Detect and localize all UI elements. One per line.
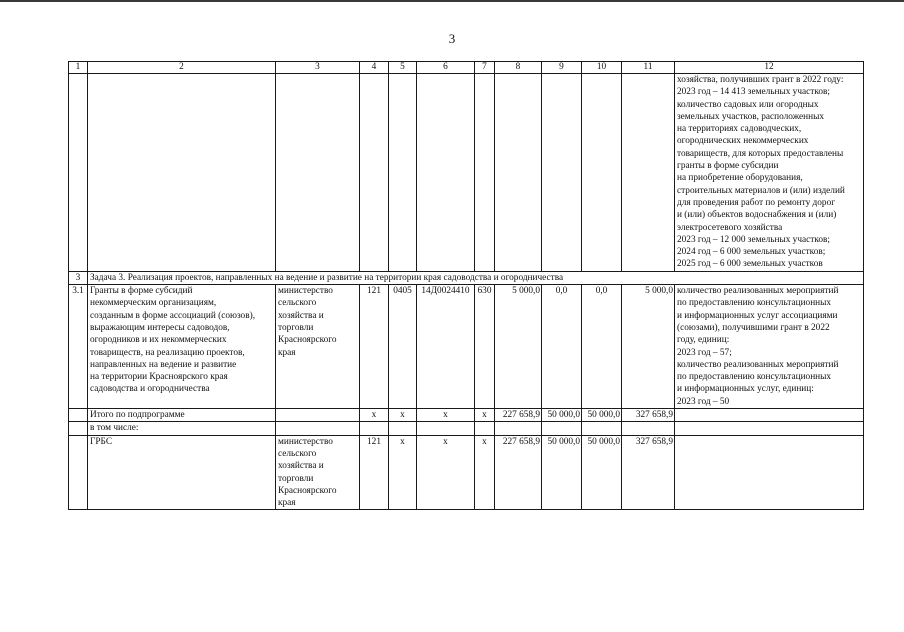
grbs-2024: 50 000,0 — [542, 435, 582, 510]
grbs-c5: х — [389, 435, 417, 510]
grbs-row — [69, 435, 864, 510]
header-col-12: 12 — [675, 62, 864, 74]
indicator-text: количество реализованных мероприятий по предоставлению консультационных и информационных услуг ассоциациями (союзами), получившими грант в 2022 году, единиц: 2023 год – 57; количество реализованных мероприятий по предоставлению консультационных и информационных услуг, единиц: 2023 год – 50 — [675, 285, 864, 409]
header-col-5: 5 — [389, 62, 417, 74]
cell — [582, 74, 622, 272]
cell — [622, 422, 675, 435]
including-row — [69, 422, 864, 435]
measure-name: Гранты в форме субсидий некоммерческим организациям, созданным в форме ассоциаций (союзов), выражающим интересы садоводов, огородников и их некоммерческих товариществ, на реализацию проектов, направленных на ведение и развитие на территории Красноярского края садоводства и огородничества — [88, 285, 276, 409]
cell — [622, 74, 675, 272]
grbs-name: министерство сельского хозяйства и торговли Красноярского края — [276, 285, 360, 409]
cell — [495, 74, 542, 272]
task-title: Задача 3. Реализация проектов, направленных на ведение и развитие на территории края садоводства и огородничества — [88, 271, 864, 284]
page-number: 3 — [448, 31, 456, 46]
cell — [495, 422, 542, 435]
header-col-11: 11 — [622, 62, 675, 74]
program-table — [68, 61, 864, 510]
page-top-border — [0, 0, 904, 2]
header-col-3: 3 — [276, 62, 360, 74]
cell — [69, 435, 88, 510]
cell — [69, 409, 88, 422]
cell — [582, 422, 622, 435]
total-c7: х — [475, 409, 495, 422]
header-col-4: 4 — [360, 62, 389, 74]
grbs-name: министерство сельского хозяйства и торговли Красноярского края — [276, 435, 360, 510]
row-3-1 — [69, 285, 864, 409]
cell — [542, 74, 582, 272]
total-c6: х — [417, 409, 475, 422]
header-row — [69, 62, 864, 74]
cell — [675, 422, 864, 435]
total-2025: 50 000,0 — [582, 409, 622, 422]
grbs-2023: 227 658,9 — [495, 435, 542, 510]
cell — [417, 74, 475, 272]
total-2023: 227 658,9 — [495, 409, 542, 422]
total-2024: 50 000,0 — [542, 409, 582, 422]
grbs-c7: х — [475, 435, 495, 510]
continuation-row — [69, 74, 864, 272]
cell — [475, 74, 495, 272]
cell — [276, 422, 360, 435]
indicator-text: хозяйства, получивших грант в 2022 году: 2023 год – 14 413 земельных участков; количество садовых или огородных земельных участков, расположенных на территориях садоводческих, огороднических некоммерческих товариществ, для которых предоставлены гранты в форме субсидии на приобретение оборудования, строительных материалов и (или) изделий для проведения работ по ремонту дорог и (или) объектов водоснабжения и (или) электросетевого хозяйства 2023 год – 12 000 земельных участков; 2024 год – 6 000 земельных участков; 2025 год – 6 000 земельных участков — [675, 74, 864, 272]
cell — [69, 422, 88, 435]
amount-total: 5 000,0 — [622, 285, 675, 409]
cell — [360, 74, 389, 272]
header-col-10: 10 — [582, 62, 622, 74]
header-col-7: 7 — [475, 62, 495, 74]
code-grbs: 121 — [360, 285, 389, 409]
row-number: 3.1 — [69, 285, 88, 409]
header-col-2: 2 — [88, 62, 276, 74]
header-col-1: 1 — [69, 62, 88, 74]
code-target: 14Д0024410 — [417, 285, 475, 409]
task-row — [69, 271, 864, 284]
cell — [542, 422, 582, 435]
grbs-c4: 121 — [360, 435, 389, 510]
including-label: в том числе: — [88, 422, 276, 435]
header-col-8: 8 — [495, 62, 542, 74]
total-c5: х — [389, 409, 417, 422]
cell — [276, 74, 360, 272]
code-expense-type: 630 — [475, 285, 495, 409]
cell — [69, 74, 88, 272]
cell — [88, 74, 276, 272]
cell — [675, 435, 864, 510]
grbs-c6: х — [417, 435, 475, 510]
cell — [475, 422, 495, 435]
total-c4: х — [360, 409, 389, 422]
cell — [389, 74, 417, 272]
header-col-9: 9 — [542, 62, 582, 74]
cell — [675, 409, 864, 422]
grbs-label: ГРБС — [88, 435, 276, 510]
code-section: 0405 — [389, 285, 417, 409]
cell — [389, 422, 417, 435]
cell — [360, 422, 389, 435]
grbs-2025: 50 000,0 — [582, 435, 622, 510]
header-col-6: 6 — [417, 62, 475, 74]
total-label: Итого по подпрограмме — [88, 409, 276, 422]
task-number: 3 — [69, 271, 88, 284]
amount-2024: 0,0 — [542, 285, 582, 409]
total-row — [69, 409, 864, 422]
amount-2025: 0,0 — [582, 285, 622, 409]
cell — [417, 422, 475, 435]
grbs-sum: 327 658,9 — [622, 435, 675, 510]
total-sum: 327 658,9 — [622, 409, 675, 422]
cell — [276, 409, 360, 422]
amount-2023: 5 000,0 — [495, 285, 542, 409]
